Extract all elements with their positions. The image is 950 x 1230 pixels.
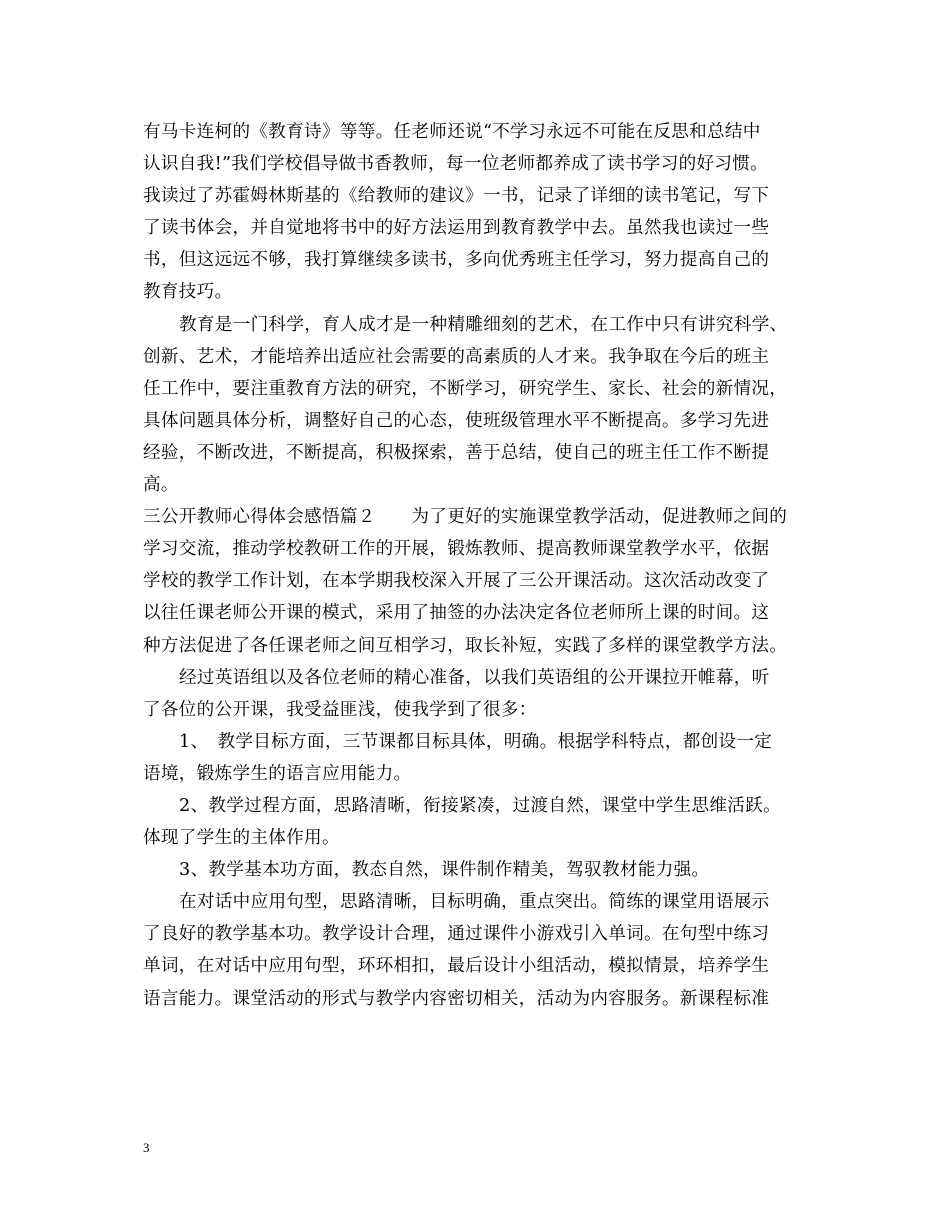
text-line: 经过英语组以及各位老师的精心准备，以我们英语组的公开课拉开帷幕，听 [179, 667, 770, 688]
text-line: 学校的教学工作计划，在本学期我校深入开展了三公开课活动。这次活动改变了 [143, 571, 770, 592]
text-line: 书，但这远远不够，我打算继续多读书，多向优秀班主任学习，努力提高自己的 [143, 250, 770, 271]
text-line: 3、教学基本功方面，教态自然，课件制作精美，驾驭教材能力强。 [179, 860, 710, 881]
text-line: 经验，不断改进，不断提高，积极探索，善于总结，使自己的班主任工作不断提 [143, 442, 770, 463]
text-line: 了各位的公开课，我受益匪浅，使我学到了很多： [143, 699, 537, 720]
page-number: 3 [143, 1140, 150, 1155]
text-line: 认识自我!”我们学校倡导做书香教师，每一位老师都养成了读书学习的好习惯。 [143, 154, 769, 175]
text-line: 教育技巧。 [143, 282, 233, 303]
text-line: 我读过了苏霍姆林斯基的《给教师的建议》一书，记录了详细的读书笔记，写下 [143, 186, 770, 207]
text-line: 语言能力。课堂活动的形式与教学内容密切相关，活动为内容服务。新课程标准 [143, 988, 770, 1009]
text-line: 语境，锻炼学生的语言应用能力。 [143, 763, 412, 784]
text-line: 创新、艺术，才能培养出适应社会需要的高素质的人才来。我争取在今后的班主 [143, 346, 770, 367]
text-line: 具体问题具体分析，调整好自己的心态，使班级管理水平不断提高。多学习先进 [143, 410, 770, 431]
text-line: 了良好的教学基本功。教学设计合理，通过课件小游戏引入单词。在句型中练习 [143, 924, 770, 945]
text-line: 体现了学生的主体作用。 [143, 828, 340, 849]
text-line: 以往任课老师公开课的模式，采用了抽签的办法决定各位老师所上课的时间。这 [143, 603, 770, 624]
text-line: 教育是一门科学，育人成才是一种精雕细刻的艺术，在工作中只有讲究科学、 [179, 314, 788, 335]
text-line: 种方法促进了各任课老师之间互相学习，取长补短，实践了多样的课堂教学方法。 [143, 635, 788, 656]
text-line: 任工作中，要注重教育方法的研究，不断学习，研究学生、家长、社会的新情况， [143, 378, 788, 399]
text-line: 在对话中应用句型，思路清晰，目标明确，重点突出。简练的课堂用语展示 [179, 892, 770, 913]
text-line: 单词，在对话中应用句型，环环相扣，最后设计小组活动，模拟情景，培养学生 [143, 956, 770, 977]
text-line: 2、教学过程方面，思路清晰，衔接紧凑，过渡自然，课堂中学生思维活跃。 [179, 795, 781, 816]
text-line: 三公开教师心得体会感悟篇２ 为了更好的实施课堂教学活动，促进教师之间的 [143, 507, 788, 528]
text-line: 高。 [143, 475, 179, 496]
body-text [143, 116, 811, 1015]
text-line: 学习交流，推动学校教研工作的开展，锻炼教师、提高教师课堂教学水平，依据 [143, 539, 770, 560]
text-line: 有马卡连柯的《教育诗》等等。任老师还说“不学习永远不可能在反思和总结中 [143, 122, 761, 142]
text-line: 1、 教学目标方面，三节课都目标具体，明确。根据学科特点，都创设一定 [179, 731, 773, 752]
text-line: 了读书体会，并自觉地将书中的好方法运用到教育教学中去。虽然我也读过一些 [143, 218, 770, 239]
